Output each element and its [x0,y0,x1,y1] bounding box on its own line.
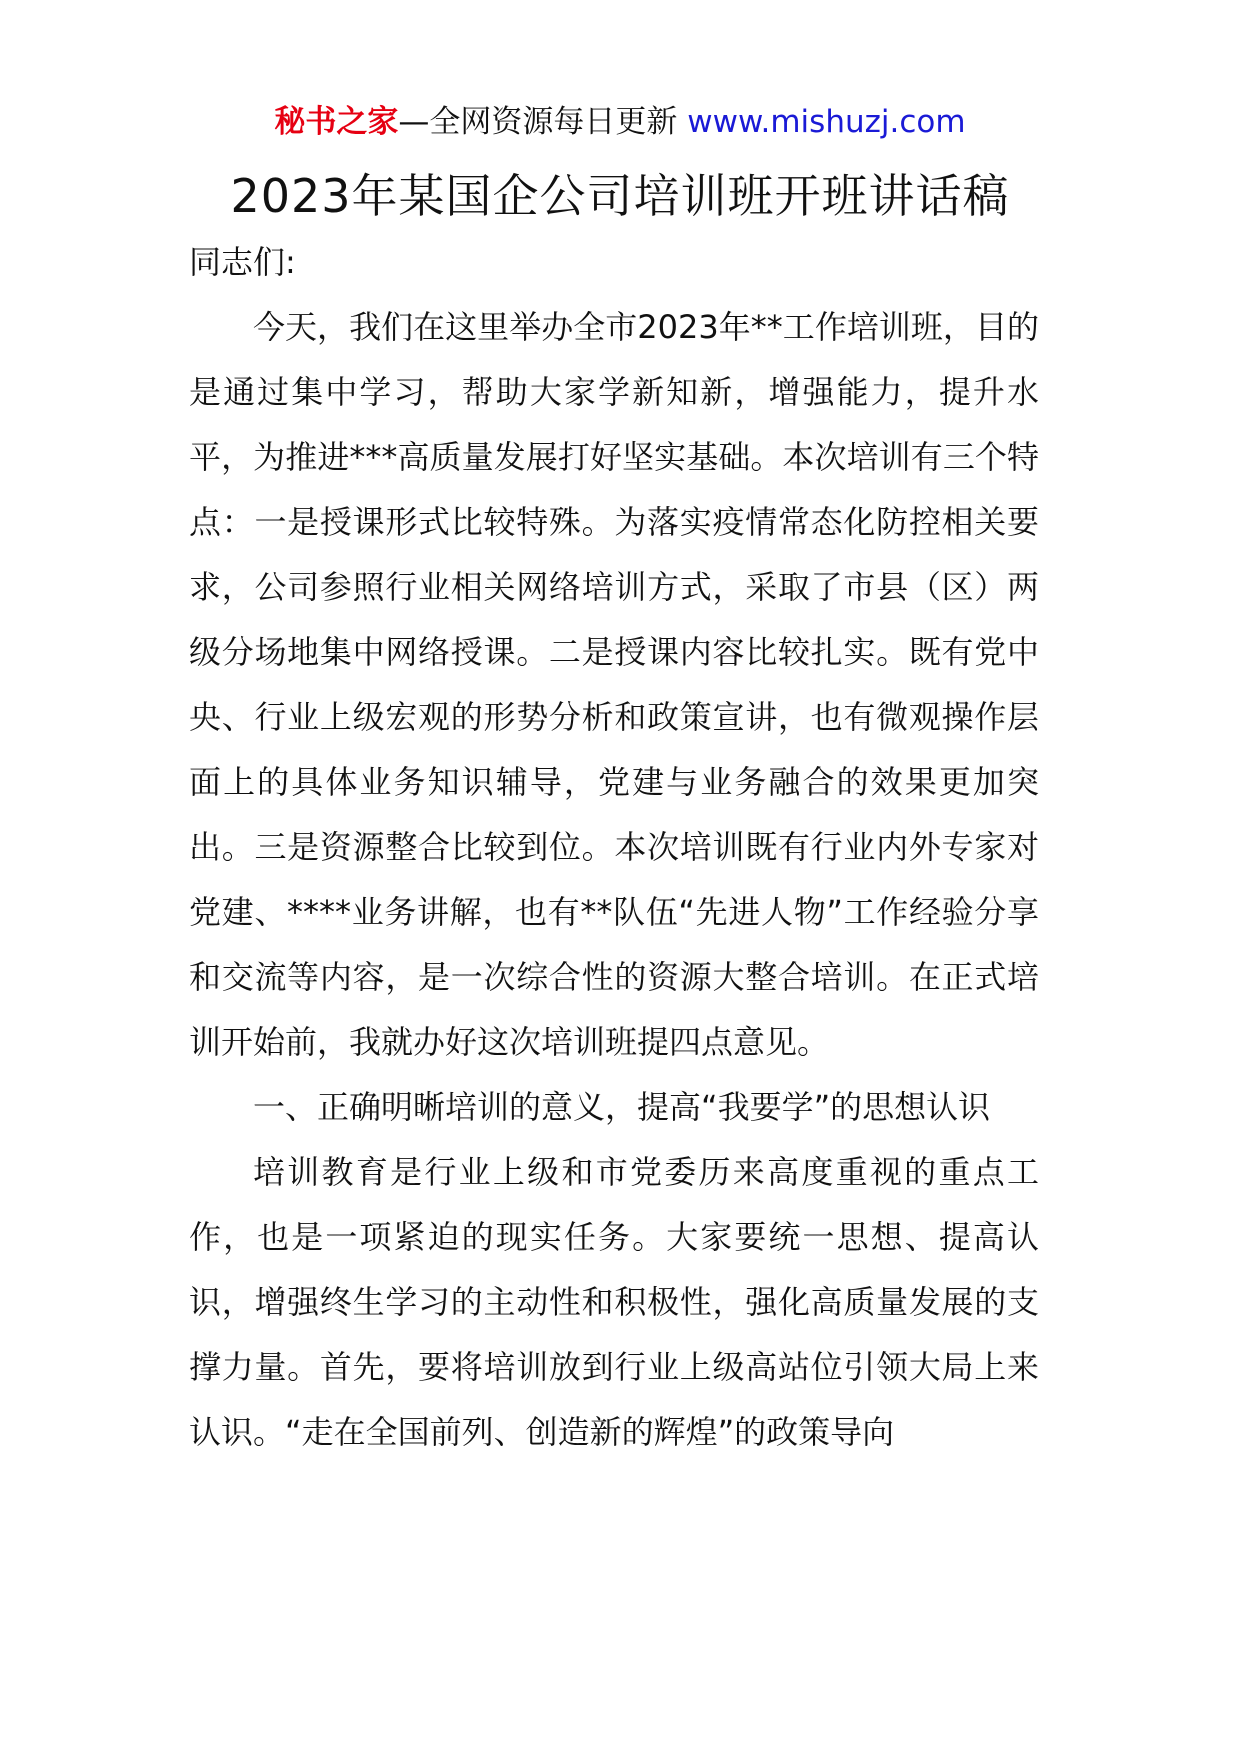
site-slogan: —全网资源每日更新 [398,104,678,140]
section-heading-1: 一、正确明晰培训的意义，提高“我要学”的思想认识 [253,1088,991,1126]
paragraph-intro: 今天，我们在这里举办全市2023年**工作培训班，目的是通过集中学习，帮助大家学新知新，增强能力，提升水平，为推进***高质量发展打好坚实基础。本次培训有三个特点：一是授课形式比较特殊。为落实疫情常态化防控相关要求，公司参照行业相关网络培训方式，采取了市县（区）两级分场地集中网络授课。二是授课内容比较扎实。既有党中央、行业上级宏观的形势分析和政策宣讲，也有微观操作层面上的具体业务知识辅导，党建与业务融合的效果更加突出。三是资源整合比较到位。本次培训既有行业内外专家对党建、****业务讲解，也有**队伍“先进人物”工作经验分享和交流等内容，是一次综合性的资源大整合培训。在正式培训开始前，我就办好这次培训班提四点意见。 [189,308,1039,1061]
salutation: 同志们: [189,243,296,281]
document-body [189,230,1039,1465]
site-watermark-header [0,102,1240,142]
site-brand-name: 秘书之家 [274,104,399,140]
site-url: www.mishuzj.com [687,104,966,140]
paragraph-section-1: 培训教育是行业上级和市党委历来高度重视的重点工作，也是一项紧迫的现实任务。大家要统一思想、提高认识，增强终生学习的主动性和积极性，强化高质量发展的支撑力量。首先，要将培训放到行业上级高站位引领大局上来认识。“走在全国前列、创造新的辉煌”的政策导向 [189,1153,1039,1451]
document-title: 2023年某国企公司培训班开班讲话稿 [230,169,1010,223]
